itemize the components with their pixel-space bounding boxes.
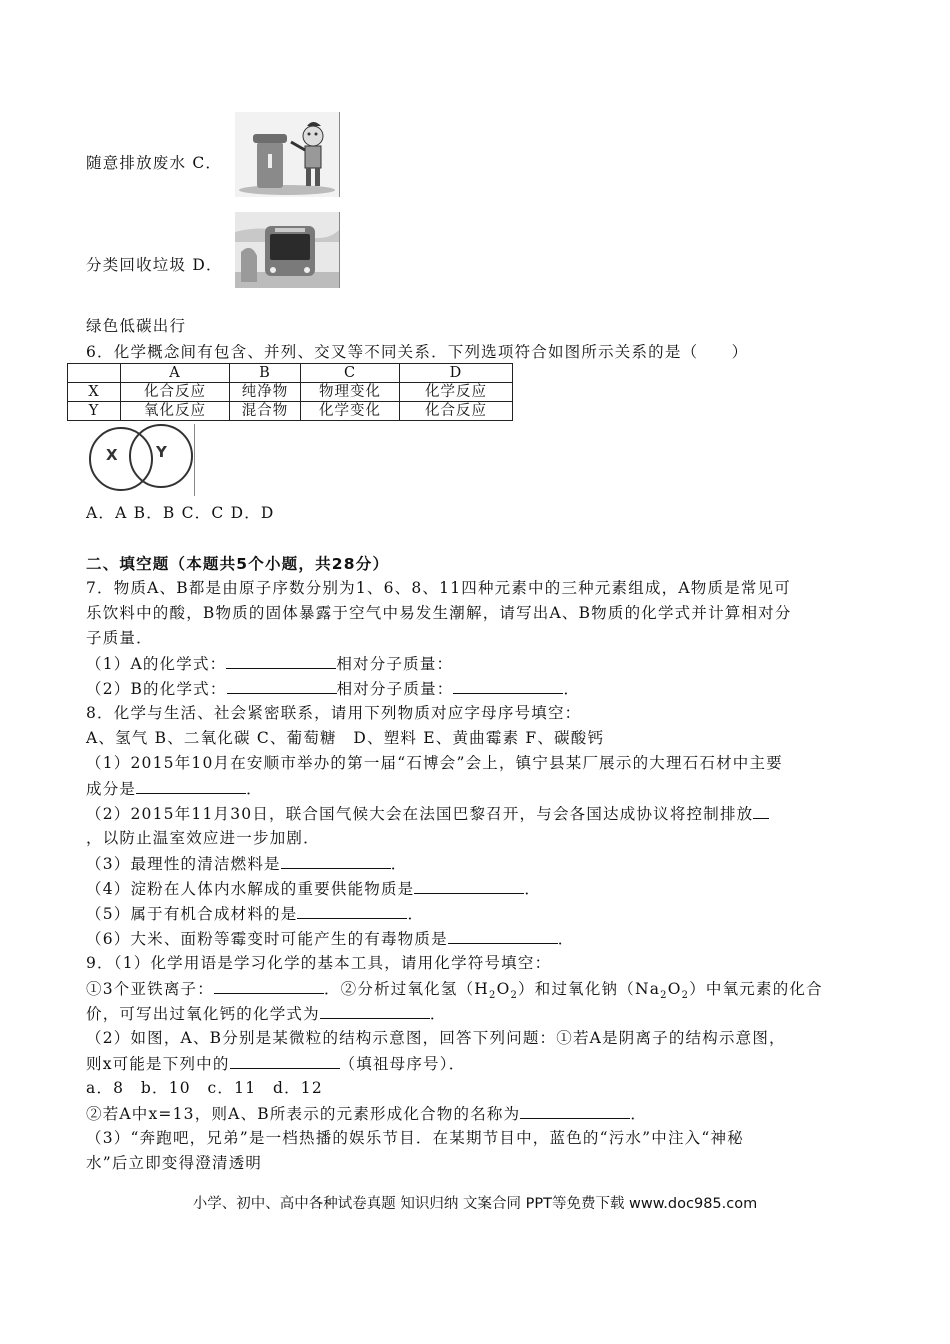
section-2-heading: 二、填空题（本题共5个小题，共28分） — [86, 555, 390, 573]
answer-blank[interactable] — [214, 977, 324, 994]
label: O — [667, 980, 682, 998]
label: （6）大米、面粉等霉变时可能产生的有毒物质是 — [86, 930, 448, 948]
page-footer: 小学、初中、高中各种试卷真题 知识归纳 文案合同 PPT等免费下载 www.doc985.com — [192, 1196, 758, 1212]
question-8-part1-line2 — [86, 777, 263, 800]
label: （4）淀粉在人体内水解成的重要供能物质是 — [86, 880, 415, 898]
question-7-line1: 7．物质A、B都是由原子序数分别为1、6、8、11四种元素中的三种元素组成，A物质是常见可 — [86, 579, 791, 597]
question-7-line3: 子质量． — [86, 629, 153, 647]
label: ． — [407, 905, 425, 923]
question-8-part1-line1: （1）2015年10月在安顺市举办的第一届“石博会”会上，镇宁县某厂展示的大理石石材中主要 — [86, 754, 783, 772]
green-bus-image — [235, 212, 340, 288]
label: ①3个亚铁离子： — [86, 980, 214, 998]
table-cell: 纯净物 — [230, 383, 301, 402]
label: （填祖母序号）． — [339, 1055, 466, 1073]
label: ．②分析过氧化氢（H — [323, 980, 489, 998]
answer-blank[interactable] — [453, 677, 563, 694]
question-9-line8: （3）“奔跑吧，兄弟”是一档热播的娱乐节目．在某期节目中，蓝色的“污水”中注入“神秘 — [86, 1129, 744, 1147]
label: ． — [390, 855, 408, 873]
label: ． — [563, 680, 581, 698]
question-9-line4: （2）如图，A、B分别是某微粒的结构示意图，回答下列问题：①若A是阴离子的结构示意图， — [86, 1029, 786, 1047]
table-cell: X — [68, 383, 121, 402]
table-cell: Y — [68, 402, 121, 421]
question-9-line7 — [86, 1102, 647, 1125]
option-b-text: 随意排放废水 C． — [86, 154, 223, 172]
question-8-options: A、氢气 B、二氧化碳 C、葡萄糖 D、塑料 E、黄曲霉素 F、碳酸钙 — [86, 729, 605, 747]
subscript: 2 — [489, 990, 497, 1002]
question-8-part6 — [86, 927, 574, 950]
label: ②若A中x=13，则A、B所表示的元素形成化合物的名称为 — [86, 1105, 521, 1123]
question-6-answers: A．A B．B C．C D．D — [86, 504, 275, 522]
subscript: 2 — [681, 990, 690, 1002]
label: 相对分子质量： — [336, 680, 454, 698]
table-cell: A — [121, 364, 230, 383]
label: （5）属于有机合成材料的是 — [86, 905, 298, 923]
answer-blank[interactable] — [448, 927, 558, 944]
label: （1）A的化学式： — [86, 655, 227, 673]
answer-blank[interactable] — [230, 1052, 340, 1069]
table-cell: 化合反应 — [121, 383, 230, 402]
question-8-part3 — [86, 852, 407, 875]
subscript: 2 — [510, 990, 519, 1002]
question-9-line5 — [86, 1052, 465, 1075]
label: ． — [630, 1105, 648, 1123]
table-cell — [68, 364, 121, 383]
table-cell: 混合物 — [230, 402, 301, 421]
label: （2）2015年11月30日，联合国气候大会在法国巴黎召开，与会各国达成协议将控制排放 — [86, 805, 754, 823]
option-c-text: 分类回收垃圾 D． — [86, 256, 223, 274]
answer-blank[interactable] — [414, 877, 524, 894]
label: ）和过氧化钠（Na — [518, 980, 661, 998]
label: 成分是 — [86, 780, 137, 798]
question-8-part4 — [86, 877, 541, 900]
table-cell: 物理变化 — [301, 383, 400, 402]
question-7-part1 — [86, 652, 453, 675]
label: 价，可写出过氧化钙的化学式为 — [86, 1005, 320, 1023]
label: ． — [246, 780, 263, 798]
answer-blank[interactable] — [320, 1002, 430, 1019]
answer-blank[interactable] — [226, 652, 336, 669]
table-cell: 化学变化 — [301, 402, 400, 421]
table-row — [68, 383, 513, 402]
question-8-part2-line2: ，以防止温室效应进一步加剧． — [86, 829, 320, 847]
option-d-text: 绿色低碳出行 — [86, 317, 187, 335]
label: ）中氧元素的化合 — [689, 980, 823, 998]
question-9-line3 — [86, 1002, 447, 1025]
trash-sorting-image — [235, 112, 340, 197]
answer-blank[interactable] — [227, 677, 337, 694]
answer-blank[interactable] — [753, 802, 769, 819]
question-9-choices: a．8 b．10 c．11 d．12 — [86, 1079, 323, 1097]
answer-blank[interactable] — [520, 1102, 630, 1119]
subscript: 2 — [660, 990, 668, 1002]
table-cell: B — [230, 364, 301, 383]
table-cell: 化学反应 — [400, 383, 513, 402]
venn-label-y: Y — [156, 443, 167, 461]
question-6: 6．化学概念间有包含、并列、交叉等不同关系．下列选项符合如图所示关系的是（ ） — [86, 343, 749, 361]
question-9-line1: 9．（1）化学用语是学习化学的基本工具，请用化学符号填空： — [86, 954, 552, 972]
table-cell: D — [400, 364, 513, 383]
options-table — [67, 363, 513, 421]
question-7-line2: 乐饮料中的酸，B物质的固体暴露于空气中易发生潮解，请写出A、B物质的化学式并计算相对分 — [86, 604, 792, 622]
question-8-part5 — [86, 902, 424, 925]
label: O — [496, 980, 511, 998]
venn-label-x: X — [106, 446, 118, 464]
label: ． — [429, 1005, 447, 1023]
answer-blank[interactable] — [136, 777, 246, 794]
label: 则x可能是下列中的 — [86, 1055, 230, 1073]
question-8-line1: 8．化学与生活、社会紧密联系，请用下列物质对应字母序号填空： — [86, 704, 582, 722]
label: （2）B的化学式： — [86, 680, 227, 698]
answer-blank[interactable] — [281, 852, 391, 869]
venn-diagram — [86, 424, 195, 496]
label: （3）最理性的清洁燃料是 — [86, 855, 281, 873]
table-cell: 氧化反应 — [121, 402, 230, 421]
question-9-line9: 水”后立即变得澄清透明 — [86, 1154, 263, 1172]
table-row — [68, 364, 513, 383]
table-cell: C — [301, 364, 400, 383]
label: ． — [557, 930, 575, 948]
answer-blank[interactable] — [297, 902, 407, 919]
table-row — [68, 402, 513, 421]
question-8-part2-line1 — [86, 802, 769, 825]
question-7-part2 — [86, 677, 580, 700]
label: 相对分子质量： — [336, 655, 454, 673]
table-cell: 化合反应 — [400, 402, 513, 421]
label: ． — [524, 880, 542, 898]
